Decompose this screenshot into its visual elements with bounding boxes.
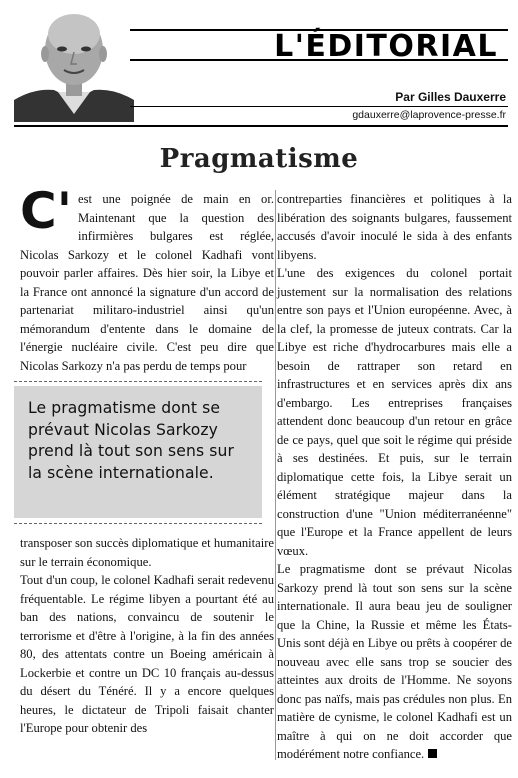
paragraph: transposer son succès diplomatique et humanitaire sur le terrain économique. <box>20 536 274 569</box>
intro-text: est une poignée de main en or. Maintenant que la question des infirmières bulgares est réglée, Nicolas Sarkozy et le colonel Kadhafi vont pouvoir parler affaires. Dès hier soir, la Libye et la France ont annoncé la signature d'un accord de partenariat militaro-industriel ainsi qu'un mémorandum d'entente dans le domaine de l'énergie nucléaire civile. C'est peu dire que Nicolas Sarkozy n'a pas perdu de temps pour <box>20 192 274 373</box>
pullquote-top-rule <box>14 381 262 382</box>
author-byline: Par Gilles Dauxerre <box>395 90 506 104</box>
author-photo <box>14 4 134 122</box>
article-right-column <box>277 190 512 764</box>
article-title: Pragmatisme <box>159 144 359 174</box>
column-divider <box>275 190 276 760</box>
section-title: L'ÉDITORIAL <box>274 29 498 64</box>
header-divider <box>130 106 508 107</box>
editorial-header <box>0 0 518 130</box>
paragraph: contreparties financières et politiques à la libération des soignants bulgares, faussement accusés d'avoir inoculé le sida à des enfants libyens. <box>277 192 512 262</box>
section-banner <box>130 29 508 64</box>
drop-cap: C' <box>20 182 73 240</box>
article-intro-column <box>20 182 274 375</box>
paragraph: L'une des exigences du colonel portait justement sur la normalisation des relations entre son pays et l'Union européenne. Avec, à la clef, la promesse de juteux contrats. Car la Libye est riche d'hydrocarbures mais elle a besoin de rattraper son retard en infrastructures et en services après dix ans d'embargo. Les entreprises françaises attendent donc beaucoup d'un retour en grâce de ce pays, quel que soit le régime qui préside à ses destinées. Et puis, sur le terrain diplomatique cette fois, la Libye serait un élément stratégique majeur dans la construction d'une "Union méditerranéenne" que l'Europe et la France appellent de leurs vœux. <box>277 266 512 558</box>
header-bottom-rule <box>14 125 508 127</box>
intro-paragraph <box>20 182 274 375</box>
pullquote-bottom-rule <box>14 523 262 524</box>
author-email: gdauxerre@laprovence-presse.fr <box>352 109 506 121</box>
pull-quote: Le pragmatisme dont se prévaut Nicolas Sarkozy prend là tout son sens sur la scène internationale. <box>14 386 262 518</box>
final-paragraph-text: Le pragmatisme dont se prévaut Nicolas Sarkozy prend là tout son sens sur la scène internationale. Il aura beau jeu de souligner que la Chine, la Russie et même les États-Unis sont déjà en Libye ou prêts à coopérer de nouveau avec elle sans trop se soucier des atteintes aux droits de l'Homme. Ne soyons donc pas naïfs, mais pas crédules non plus. En matière de cynisme, le colonel Kadhafi est un maître à qui on ne doit accorder que modérément notre confiance. <box>277 562 512 761</box>
final-paragraph <box>277 560 512 764</box>
article-left-column <box>20 534 274 738</box>
end-mark-icon <box>428 749 437 758</box>
paragraph: Tout d'un coup, le colonel Kadhafi serait redevenu fréquentable. Le régime libyen a pourtant été au ban des nations, convaincu de soutenir le terrorisme et d'être à l'origine, à la fin des années 80, des attentats contre un Boeing américain à Lockerbie et contre un DC 10 français au-dessus du désert du Ténéré. Il y a encore quelques heures, le dictateur de Tripoli faisait chanter l'Europe pour obtenir des <box>20 573 274 735</box>
